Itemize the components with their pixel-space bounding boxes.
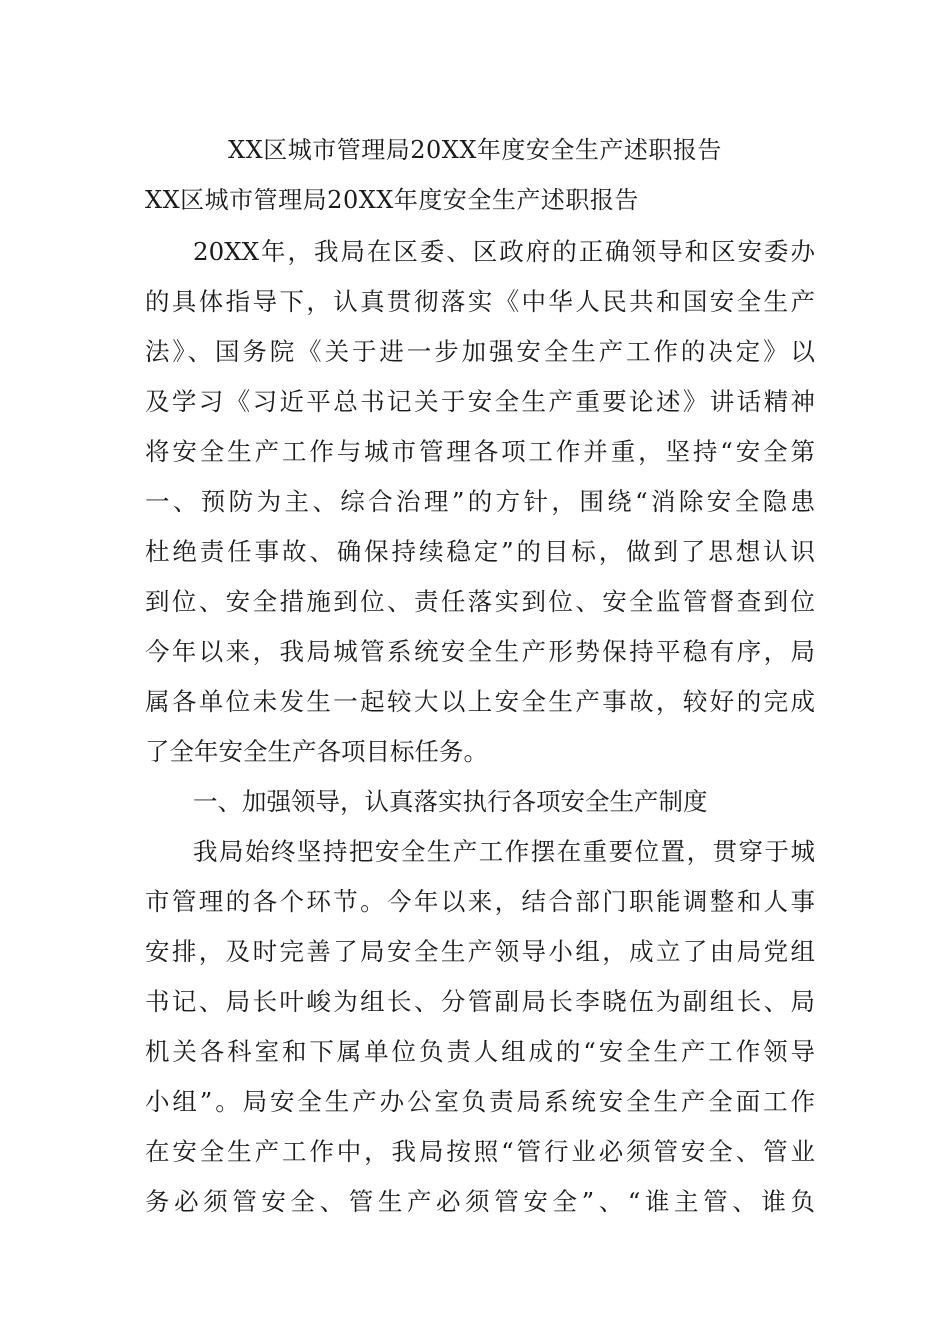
body-line: 一、预防为主、综合治理”的方针，围绕“消除安全隐患 xyxy=(145,487,815,516)
document-subtitle: XX区城市管理局20XX年度安全生产述职报告 xyxy=(145,186,639,214)
body-line: 到位、安全措施到位、责任落实到位、安全监管督查到位 xyxy=(145,587,815,616)
body-line: 了全年安全生产各项目标任务。 xyxy=(145,737,488,766)
body-line: 属各单位未发生一起较大以上安全生产事故，较好的完成 xyxy=(145,687,815,716)
body-line: 市管理的各个环节。今年以来，结合部门职能调整和人事 xyxy=(145,887,815,916)
body-line: 及学习《习近平总书记关于安全生产重要论述》讲话精神 xyxy=(145,387,815,416)
body-line: 安排，及时完善了局安全生产领导小组，成立了由局党组 xyxy=(145,937,815,966)
document-title: XX区城市管理局20XX年度安全生产述职报告 xyxy=(228,136,722,164)
body-line: 在安全生产工作中，我局按照“管行业必须管安全、管业 xyxy=(145,1137,815,1166)
body-line: 书记、局长叶峻为组长、分管副局长李晓伍为副组长、局 xyxy=(145,987,815,1016)
body-line: 我局始终坚持把安全生产工作摆在重要位置，贯穿于城 xyxy=(193,837,815,866)
body-line: 今年以来，我局城管系统安全生产形势保持平稳有序，局 xyxy=(145,637,815,666)
body-line: 务必须管安全、管生产必须管安全”、“谁主管、谁负 xyxy=(145,1187,815,1216)
body-line: 将安全生产工作与城市管理各项工作并重，坚持“安全第 xyxy=(145,437,815,466)
body-line: 法》、国务院《关于进一步加强安全生产工作的决定》以 xyxy=(145,337,815,366)
body-line: 机关各科室和下属单位负责人组成的“安全生产工作领导 xyxy=(145,1037,815,1066)
body-line: 杜绝责任事故、确保持续稳定”的目标，做到了思想认识 xyxy=(145,537,815,566)
document-body xyxy=(145,232,815,1232)
body-line: 的具体指导下，认真贯彻落实《中华人民共和国安全生产 xyxy=(145,287,815,316)
section-heading: 一、加强领导，认真落实执行各项安全生产制度 xyxy=(193,787,708,816)
body-line: 小组”。局安全生产办公室负责局系统安全生产全面工作 xyxy=(145,1087,815,1116)
body-line: 20XX年，我局在区委、区政府的正确领导和区安委办 xyxy=(193,237,815,266)
